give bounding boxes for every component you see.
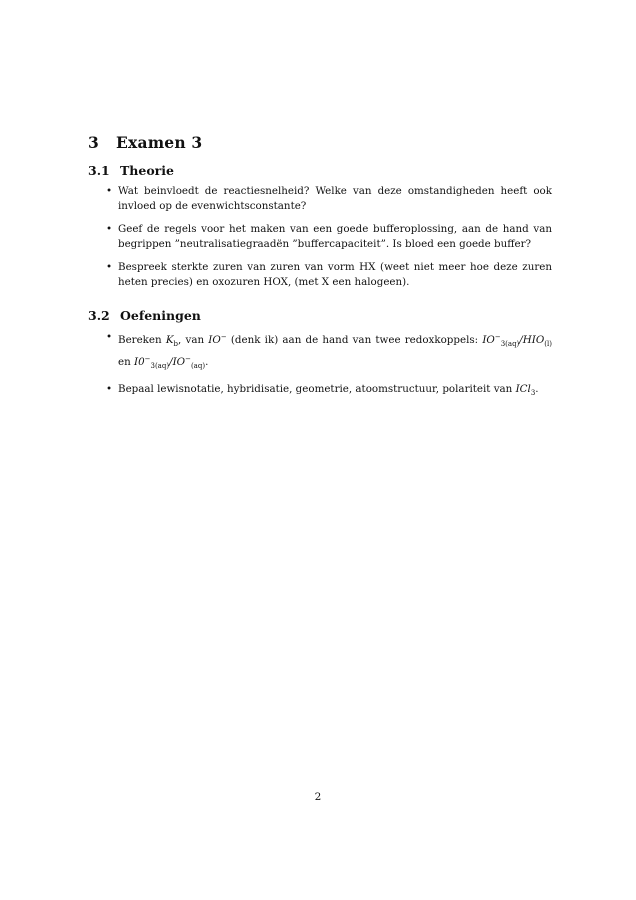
section-number: 3 bbox=[88, 133, 99, 152]
page-number: 2 bbox=[314, 791, 322, 803]
list-item: • Bespreek sterkte zuren van zuren van vorm HX (weet niet meer hoe deze zuren heten precies) en oxozuren HOX, (met X een halogeen). bbox=[106, 260, 552, 290]
section-heading bbox=[88, 133, 202, 152]
subsection-title: Theorie bbox=[120, 163, 174, 178]
list-item: • Wat beinvloedt de reactiesnelheid? Welke van deze omstandigheden heeft ook invloed op de evenwichtsconstante? bbox=[106, 184, 552, 214]
list-item: • Bereken $K_b$, van IO− (denk ik) aan de hand van twee redoxkoppels: $IO^-_{3(aq)}/HIO_{(l)}$ en $I0^-_{3(aq)}/IO^-_{(aq)}$. bbox=[106, 330, 552, 374]
list-item: • Bepaal lewisnotatie, hybridisatie, geometrie, atoomstructuur, polariteit van ICl$_3$. bbox=[106, 382, 552, 401]
theorie-list bbox=[106, 184, 552, 298]
oefeningen-list bbox=[106, 330, 552, 409]
subsection-number: 3.2 bbox=[88, 308, 110, 323]
subsection-title: Oefeningen bbox=[120, 308, 201, 323]
list-item: • Geef de regels voor het maken van een goede bufferoplossing, aan de hand van begrippen ”neutralisatiegraadën ”buffercapaciteit”. Is bloed een goede buffer? bbox=[106, 222, 552, 252]
subsection-number: 3.1 bbox=[88, 163, 110, 178]
section-title: Examen 3 bbox=[116, 133, 203, 152]
subsection-heading-oefeningen bbox=[88, 308, 201, 323]
subsection-heading-theorie bbox=[88, 163, 174, 178]
